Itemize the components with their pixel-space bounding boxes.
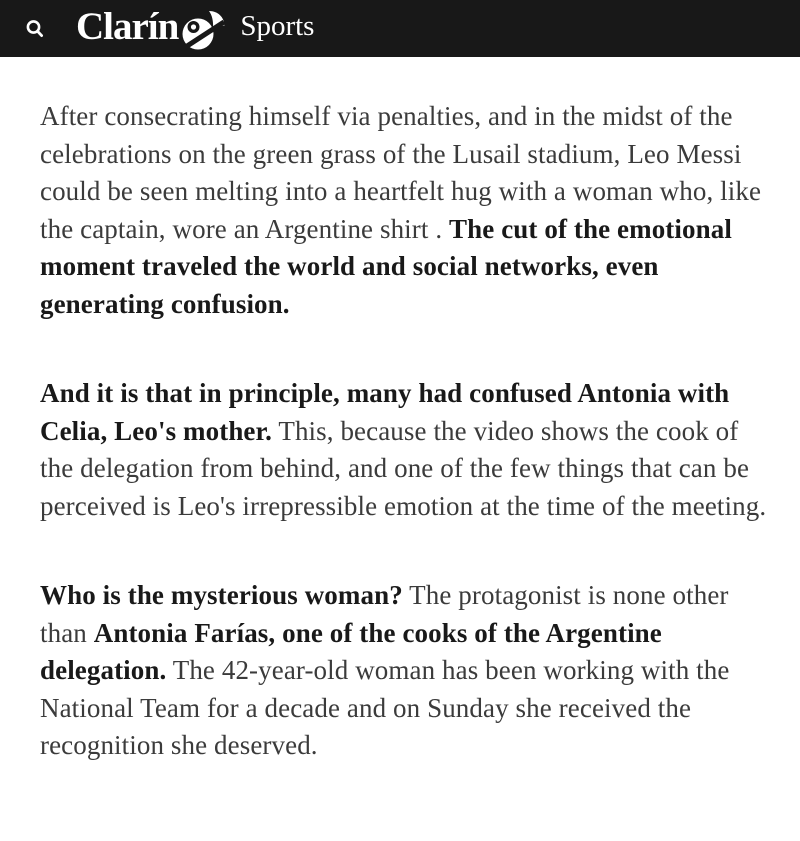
clarin-logo-mark-icon <box>180 9 226 51</box>
section-label: Sports <box>240 10 315 42</box>
search-button[interactable] <box>21 15 49 43</box>
text-segment: Antonia Farías, one of the cooks of the Argentine delegation. <box>40 617 662 685</box>
text-segment: And it is that in principle, many had confused Antonia with Celia, Leo's mother. <box>40 378 730 446</box>
clarin-logo-text: Clarín <box>76 5 179 48</box>
search-icon <box>24 18 46 40</box>
article-paragraphs <box>40 98 775 765</box>
text-segment: The 42-year-old woman has been working with the National Team for a decade and on Sunday she received the recognition she deserved. <box>40 655 730 760</box>
top-bar <box>0 0 800 57</box>
text-segment: After consecrating himself via penalties, and in the midst of the celebrations on the green grass of the Lusail stadium, Leo Messi could be seen melting into a heartfelt hug with a woman who, like the captain, wore an Argentine shirt . <box>40 101 762 244</box>
article-body <box>0 57 800 765</box>
text-segment: The protagonist is none other than <box>40 580 729 648</box>
text-segment: The cut of the emotional moment traveled the world and social networks, even generating confusion. <box>40 213 732 319</box>
clarin-logo[interactable] <box>76 5 226 50</box>
text-segment: This, because the video shows the cook of the delegation from behind, and one of the few things that can be perceived is Leo's irrepressible emotion at the time of the meeting. <box>40 415 767 521</box>
article-paragraph <box>40 577 775 765</box>
text-segment: Who is the mysterious woman? <box>40 580 403 610</box>
article-paragraph <box>40 375 775 525</box>
article-paragraph <box>40 98 775 323</box>
